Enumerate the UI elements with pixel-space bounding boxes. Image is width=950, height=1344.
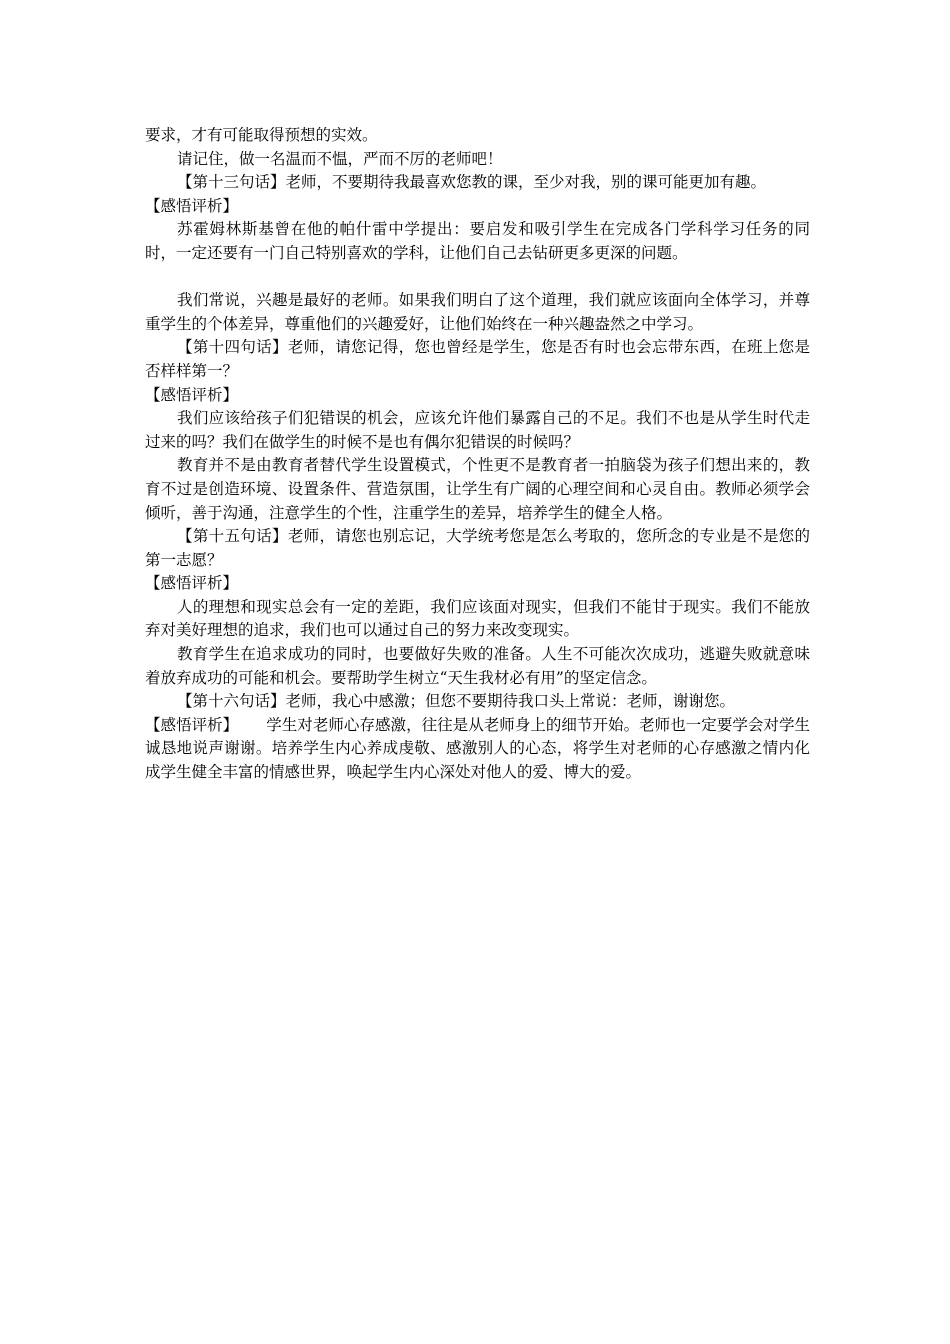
paragraph: 我们应该给孩子们犯错误的机会，应该允许他们暴露自己的不足。我们不也是从学生时代走过来的吗？我们在做学生的时候不是也有偶尔犯错误的时候吗？ <box>145 409 810 451</box>
paragraph-list <box>145 124 810 714</box>
commentary-text: 学生对老师心存感激，往往是从老师身上的细节开始。老师也一定要学会对学生诚恳地说声谢谢。培养学生内心养成虔敬、感激别人的心态，将学生对老师的心存感激之情内化成学生健全丰富的情感世界，唤起学生内心深处对他人的爱、博大的爱。 <box>145 715 810 782</box>
document-body <box>145 124 810 785</box>
paragraph: 【第十五句话】老师，请您也别忘记，大学统考您是怎么考取的，您所念的专业是不是您的第一志愿？ <box>145 527 810 569</box>
paragraph: 我们常说，兴趣是最好的老师。如果我们明白了这个道理，我们就应该面向全体学习，并尊重学生的个体差异，尊重他们的兴趣爱好，让他们始终在一种兴趣盎然之中学习。 <box>145 291 810 333</box>
paragraph: 【感悟评析】 <box>145 574 239 593</box>
final-commentary-paragraph <box>145 714 810 785</box>
paragraph: 教育学生在追求成功的同时，也要做好失败的准备。人生不可能次次成功，逃避失败就意味着放弃成功的可能和机会。要帮助学生树立“天生我材必有用”的坚定信念。 <box>145 645 810 687</box>
paragraph: 教育并不是由教育者替代学生设置模式，个性更不是教育者一拍脑袋为孩子们想出来的，教育不过是创造环境、设置条件、营造氛围，让学生有广阔的心理空间和心灵自由。教师必须学会倾听，善于沟通，注意学生的个性，注重学生的差异，培养学生的健全人格。 <box>145 456 810 522</box>
paragraph: 请记住，做一名温而不愠，严而不厉的老师吧！ <box>177 149 503 168</box>
paragraph: 人的理想和现实总会有一定的差距，我们应该面对现实，但我们不能甘于现实。我们不能放弃对美好理想的追求，我们也可以通过自己的努力来改变现实。 <box>145 597 810 640</box>
paragraph: 【第十六句话】老师，我心中感激；但您不要期待我口头上常说：老师，谢谢您。 <box>177 692 736 711</box>
paragraph: 要求，才有可能取得预想的实效。 <box>145 126 378 144</box>
blank-line <box>145 266 810 290</box>
paragraph: 【感悟评析】 <box>145 385 239 404</box>
paragraph: 【第十四句话】老师，请您记得，您也曾经是学生，您是否有时也会忘带东西，在班上您是否样样第一？ <box>145 338 810 380</box>
paragraph: 【第十三句话】老师，不要期待我最喜欢您教的课，至少对我，别的课可能更加有趣。 <box>177 173 767 192</box>
paragraph: 【感悟评析】 <box>145 196 239 215</box>
paragraph: 苏霍姆林斯基曾在他的帕什雷中学提出：要启发和吸引学生在完成各门学科学习任务的同时，一定还要有一门自己特别喜欢的学科，让他们自己去钻研更多更深的问题。 <box>145 220 810 262</box>
commentary-heading: 【感悟评析】 <box>145 715 239 734</box>
